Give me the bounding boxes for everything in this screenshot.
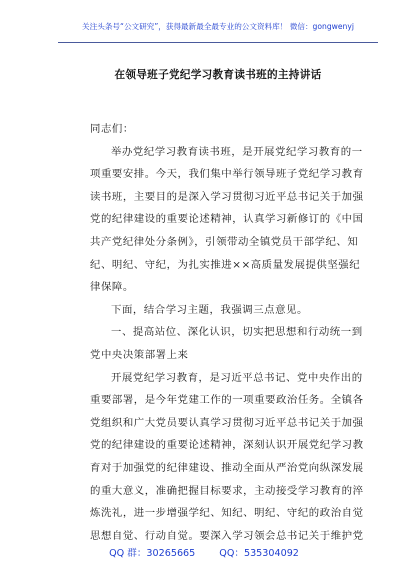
body-line: 律保障。 <box>90 281 134 294</box>
body-line: 党组织和广大党员要认真学习贯彻习近平总书记关于加强 <box>90 416 364 429</box>
body-line: 党的纪律建设的重要论述精神，认真学习新修订的《中国 <box>90 213 364 226</box>
salutation: 同志们： <box>90 123 134 135</box>
document-body <box>90 118 364 547</box>
body-line: 的重大意义，准确把握目标要求，主动接受学习教育的淬 <box>90 484 364 497</box>
body-line: 思想自觉、行动自觉。要深入学习领会总书记关于维护党 <box>90 529 364 542</box>
qq-group-text: QQ 群：30265665 <box>109 548 196 559</box>
body-line: 党的纪律建设的重要论述精神，深刻认识开展党纪学习教 <box>90 439 364 452</box>
body-line: 下面，结合学习主题，我强调三点意见。 <box>111 303 308 316</box>
promo-header: 关注头条号“公文研究”，获得最新最全最专业的公文资料库！ 微信：gongwenyj <box>82 22 354 31</box>
body-line: 重要部署，是今年党建工作的一项重要政治任务。全镇各 <box>90 394 364 407</box>
body-line: 读书班，主要目的是深入学习贯彻习近平总书记关于加强 <box>90 190 364 203</box>
body-line: 开展党纪学习教育，是习近平总书记、党中央作出的 <box>111 371 363 384</box>
body-line: 共产党纪律处分条例》，引领带动全镇党员干部学纪、知 <box>90 235 359 248</box>
document-title: 在领导班子党纪学习教育读书班的主持讲话 <box>114 69 322 81</box>
qq-text: QQ：535304092 <box>219 548 299 559</box>
body-line: 育对于加强党的纪律建设、推动全面从严治党向纵深发展 <box>90 461 364 474</box>
body-line: 纪、明纪、守纪，为扎实推进××高质量发展提供坚强纪 <box>90 258 361 271</box>
body-line: 一、提高站位、深化认识，切实把思想和行动统一到 <box>111 326 363 339</box>
body-line: 举办党纪学习教育读书班，是开展党纪学习教育的一 <box>111 145 363 158</box>
body-line: 党中央决策部署上来 <box>90 348 189 361</box>
contact-footer <box>0 545 408 559</box>
header-divider <box>58 42 378 43</box>
body-line: 项重要安排。今天，我们集中举行领导班子党纪学习教育 <box>90 168 364 181</box>
body-line: 炼洗礼，进一步增强学纪、知纪、明纪、守纪的政治自觉 <box>90 507 364 520</box>
body-paragraphs <box>90 141 364 548</box>
